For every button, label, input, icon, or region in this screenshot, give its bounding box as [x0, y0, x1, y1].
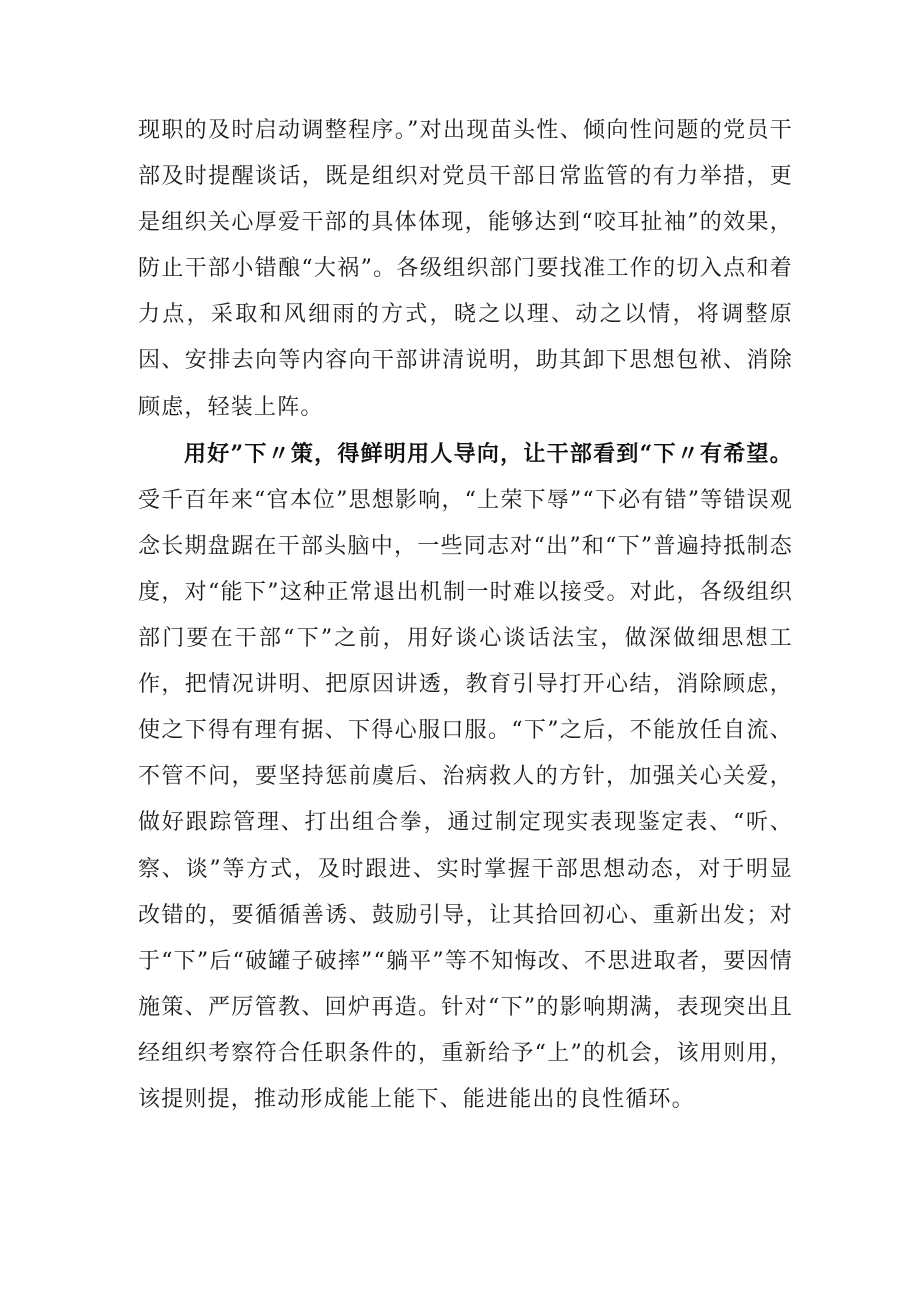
paragraph-text: 受千百年来“官本位”思想影响，“上荣下辱”“下必有错”等错误观念长期盘踞在干部头脑中，一些同志对“出”和“下”普遍持抵制态度，对“能下”这种正常退出机制一时难以接受。对此，各级组织部门要在干部“下”之前，用好谈心谈话法宝，做深做细思想工作，把情况讲明、把原因讲透，教育引导打开心结，消除顾虑，使之下得有理有据、下得心服口服。“下”之后，不能放任自流、不管不问，要坚持惩前虞后、治病救人的方针，加强关心关爱，做好跟踪管理、打出组合拳，通过制定现实表现鉴定表、“听、察、谈”等方式，及时跟进、实时掌握干部思想动态，对于明显改错的，要循循善诱、鼓励引导，让其拾回初心、重新出发；对于“下”后“破罐子破摔”“躺平”等不知悔改、不思进取者，要因情施策、严厉管教、回炉再造。针对“下”的影响期满，表现突出且经组织考察符合任职条件的，重新给予“上”的机会，该用则用，该提则提，推动形成能上能下、能进能出的良性循环。: [138, 487, 793, 1112]
paragraph-continuation: [138, 108, 793, 431]
document-body: [138, 108, 793, 1123]
section-lead-heading: 用好”下〃策，得鲜明用人导向，让干部看到“下〃有希望。: [184, 440, 793, 467]
paragraph-text: 现职的及时启动调整程序。”对出现苗头性、倾向性问题的党员干部及时提醒谈话，既是组织对党员干部日常监管的有力举措，更是组织关心厚爱干部的具体体现，能够达到“咬耳扯袖”的效果，防止干部小错酿“大祸”。各级组织部门要找准工作的切入点和着力点，采取和风细雨的方式，晓之以理、动之以情，将调整原因、安排去向等内容向干部讲清说明，助其卸下思想包袱、消除顾虑，轻装上阵。: [138, 118, 793, 420]
paragraph-section: [138, 431, 793, 1123]
